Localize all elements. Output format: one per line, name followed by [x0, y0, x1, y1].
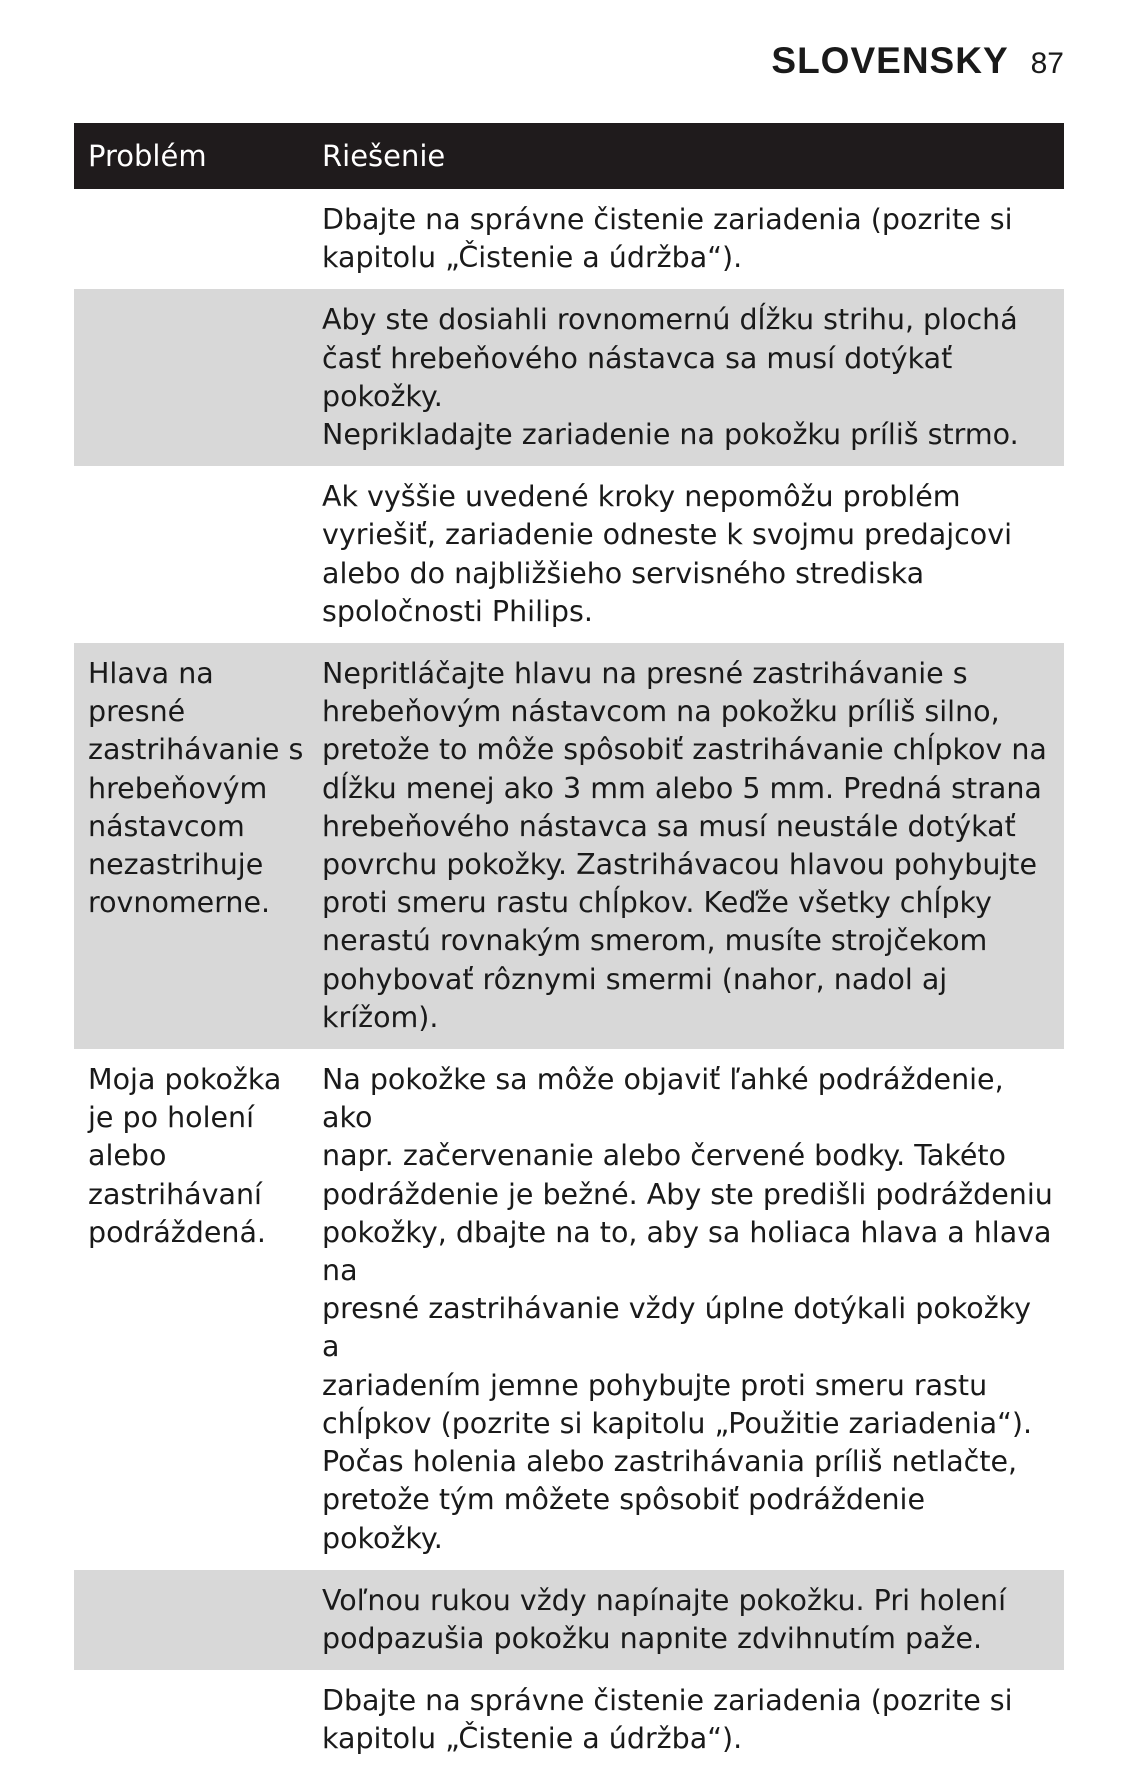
problem-cell: [74, 201, 322, 277]
solution-cell: Na pokožke sa môže objaviť ľahké podráždenie, ako napr. začervenanie alebo červené bodky. Takéto podráždenie je bežné. Aby ste predišli podráždeniu pokožky, dbajte na to, aby sa holiaca hlava a hlava na presné zastrihávanie vždy úplne dotýkali pokožky a zariadením jemne pohybujte proti smeru rastu chĺpkov (pozrite si kapitolu „Použitie zariadenia“). Počas holenia alebo zastrihávania príliš netlačte, pretože tým môžete spôsobiť podráždenie pokožky.: [322, 1063, 1053, 1555]
section-title: SLOVENSKY: [771, 40, 1009, 81]
page-header: [771, 40, 1064, 82]
page-number: 87: [1030, 47, 1064, 80]
problem-cell: [74, 301, 322, 454]
table-row: [74, 289, 1064, 466]
troubleshooting-table: [74, 123, 1064, 1771]
solution-cell: Dbajte na správne čistenie zariadenia (pozrite si kapitolu „Čistenie a údržba“).: [322, 203, 1013, 275]
solution-cell: Dbajte na správne čistenie zariadenia (pozrite si kapitolu „Čistenie a údržba“).: [322, 1684, 1013, 1756]
table-row: [74, 1570, 1064, 1670]
solution-cell: Aby ste dosiahli rovnomernú dĺžku strihu, plochá časť hrebeňového nástavca sa musí dotýkať pokožky. Neprikladajte zariadenie na pokožku príliš strmo.: [322, 303, 1019, 452]
column-header-problem: Problém: [88, 139, 207, 173]
solution-cell: Nepritláčajte hlavu na presné zastrihávanie s hrebeňovým nástavcom na pokožku príliš silno, pretože to môže spôsobiť zastrihávanie chĺpkov na dĺžku menej ako 3 mm alebo 5 mm. Predná strana hrebeňového nástavca sa musí neustále dotýkať povrchu pokožky. Zastrihávacou hlavou pohybujte proti smeru rastu chĺpkov. Keďže všetky chĺpky nerastú rovnakým smerom, musíte strojčekom pohybovať rôznymi smermi (nahor, nadol aj krížom).: [322, 657, 1047, 1034]
solution-cell: Ak vyššie uvedené kroky nepomôžu problém vyriešiť, zariadenie odneste k svojmu predajcovi alebo do najbližšieho servisného strediska spoločnosti Philips.: [322, 480, 1013, 628]
table-row: [74, 643, 1064, 1049]
problem-cell: [74, 478, 322, 631]
table-row: [74, 189, 1064, 289]
problem-cell: [74, 1582, 322, 1658]
table-row: [74, 466, 1064, 643]
problem-cell: Hlava na presné zastrihávanie s hrebeňovým nástavcom nezastrihuje rovnomerne.: [88, 657, 304, 920]
table-row: [74, 1670, 1064, 1770]
solution-cell: Voľnou rukou vždy napínajte pokožku. Pri holení podpazušia pokožku napnite zdvihnutím paže.: [322, 1583, 1006, 1655]
table-row: [74, 1049, 1064, 1570]
problem-cell: [74, 1682, 322, 1758]
column-header-solution: Riešenie: [322, 139, 446, 173]
problem-cell: Moja pokožka je po holení alebo zastrihávaní podráždená.: [88, 1063, 282, 1249]
table-header: [74, 123, 1064, 189]
